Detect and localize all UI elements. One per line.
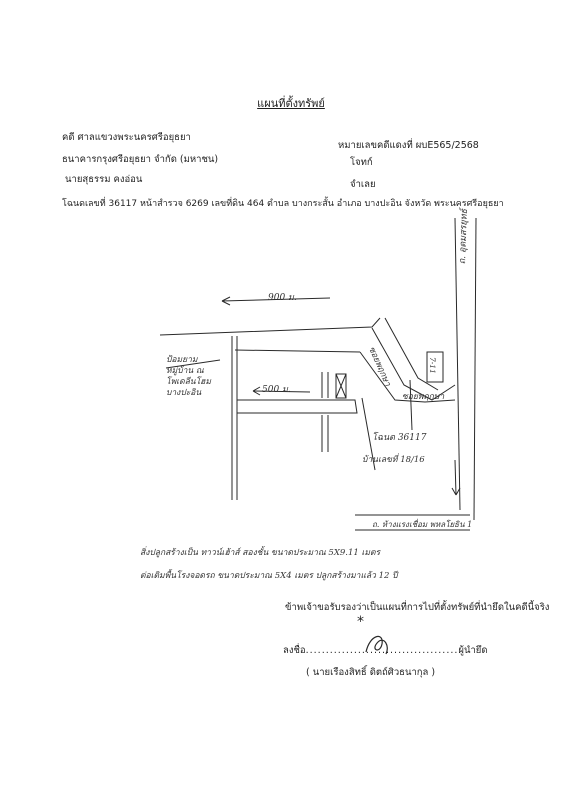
left-place-line-4: บางปะอิน	[166, 388, 202, 398]
case-line: คดี ศาลแขวงพระนครศรีอยุธยา	[62, 132, 191, 143]
road-right-label: ถ. อุดมสรยุทธ์	[457, 208, 470, 265]
plaintiff-role: โจทก์	[350, 157, 373, 168]
signature-mark	[360, 628, 400, 660]
defendant-name: นายสุธรรม คงอ่อน	[65, 174, 143, 185]
left-place-line-1: ป้อมยาม	[166, 355, 198, 365]
lane-label: ซอยพฤกษา	[366, 345, 393, 388]
right-road-right-edge	[474, 218, 476, 520]
seizer-name: ( นายเรืองสิทธิ์ ดิตถ์ศิวธนากุล )	[306, 667, 436, 678]
deed-line: โฉนดเลขที่ 36117 หน้าสำรวจ 6269 เลขที่ดิน 464 ตำบล บางกระสั้น อำเภอ บางปะอิน จังหวัด พระนครศรีอยุธยา	[62, 199, 504, 209]
certification-text: ข้าพเจ้าขอรับรองว่าเป็นแผนที่การไปที่ตั้งทรัพย์ที่นำยึดในคดีนี้จริง	[285, 602, 550, 613]
building-note-1: สิ่งปลูกสร้างเป็น ทาวน์เฮ้าส์ สองชั้น ขนาดประมาณ 5X9.11 เมตร	[140, 548, 381, 558]
left-place-label	[166, 355, 211, 399]
bottom-road-label: ถ. ห้างแรงเชื่อม พหลโยธิน 1	[372, 520, 473, 529]
left-place-line-3: โพเดลีนโฮม	[166, 377, 211, 387]
seven-eleven-label: 7-11	[428, 357, 437, 374]
top-road-edge	[160, 318, 380, 335]
plaintiff-name: ธนาคารกรุงศรีอยุธยา จำกัด (มหาชน)	[62, 154, 219, 165]
defendant-role: จำเลย	[350, 179, 376, 190]
distance-top-label: 900 ม.	[268, 293, 297, 303]
mid-road-top	[235, 350, 360, 352]
house-number-label: บ้านเลขที่ 18/16	[362, 455, 425, 465]
sign-label: ลงชื่อ	[283, 645, 306, 656]
branch-road	[237, 400, 357, 413]
lane-arrow-shaft	[410, 380, 412, 430]
deed-map-label: โฉนด 36117	[372, 433, 427, 443]
distance-mid-label: 500 ม.	[262, 385, 291, 395]
left-place-line-2: หมู่บ้าน ณ	[166, 366, 204, 376]
arrow-down	[455, 460, 456, 495]
document-title: แผนที่ตั้งทรัพย์	[257, 97, 325, 110]
black-case-number: หมายเลขคดีแดงที่ ผบE565/2568	[338, 140, 479, 151]
seizer-label: ผู้นำยึด	[458, 645, 488, 656]
building-note-2: ต่อเติมพื้นโรงจอดรถ ขนาดประมาณ 5X4 เมตร ปลูกสร้างมาแล้ว 12 ปี	[140, 571, 398, 581]
asterisk-mark: *	[357, 614, 364, 630]
sign-dots: ......................................	[305, 645, 459, 656]
curve-label: ซอยพฤกษา	[402, 392, 445, 402]
